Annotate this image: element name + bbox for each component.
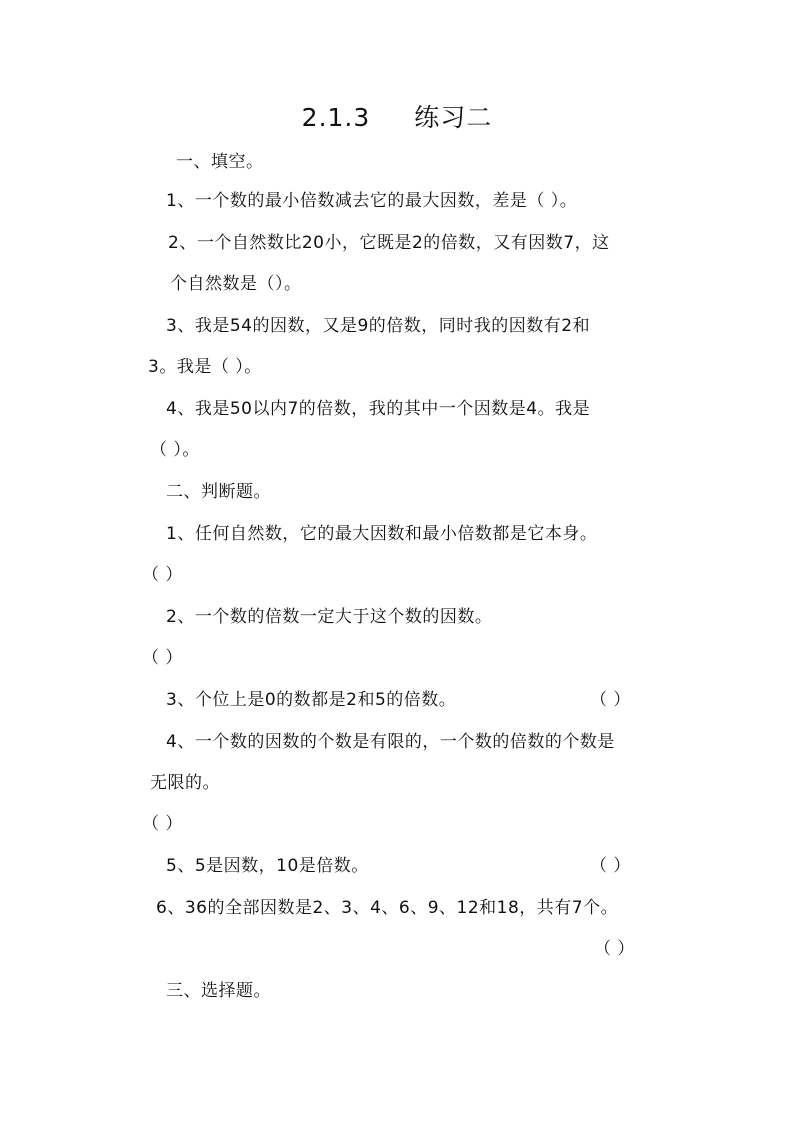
fill-blank-question-3-line-1: 3、我是54的因数，又是9的倍数，同时我的因数有2和	[166, 316, 591, 336]
judge-question-1: 1、任何自然数，它的最大因数和最小倍数都是它本身。	[166, 524, 598, 544]
page-title	[0, 102, 794, 134]
judge-question-1-answer: （ ）	[142, 565, 183, 585]
judge-question-3-answer: （ ）	[590, 690, 631, 710]
fill-blank-question-1: 1、一个数的最小倍数减去它的最大因数，差是（ ）。	[166, 191, 578, 211]
section-heading-choice: 三、选择题。	[166, 981, 271, 1001]
judge-question-4-line-2: 无限的。	[150, 773, 220, 793]
judge-question-5: 5、5是因数，10是倍数。	[166, 856, 369, 876]
fill-blank-question-2-line-1: 2、一个自然数比20小，它既是2的倍数，又有因数7，这	[168, 233, 610, 253]
title-number: 2.1.3	[301, 103, 371, 132]
judge-question-6-answer: （ ）	[594, 939, 635, 959]
judge-question-4-answer: （ ）	[142, 814, 183, 834]
judge-question-2: 2、一个数的倍数一定大于这个数的因数。	[166, 607, 493, 627]
judge-question-3: 3、个位上是0的数都是2和5的倍数。	[166, 690, 457, 710]
section-heading-fill-blank: 一、填空。	[176, 152, 264, 172]
section-heading-judge: 二、判断题。	[166, 482, 271, 502]
fill-blank-question-3-line-2: 3。我是（ ）。	[148, 357, 262, 377]
judge-question-6: 6、36的全部因数是2、3、4、6、9、12和18，共有7个。	[156, 898, 619, 918]
judge-question-5-answer: （ ）	[590, 856, 631, 876]
judge-question-4-line-1: 4、一个数的因数的个数是有限的，一个数的倍数的个数是	[166, 732, 615, 752]
judge-question-2-answer: （ ）	[142, 648, 183, 668]
fill-blank-question-4-line-2: （ ）。	[150, 440, 200, 460]
fill-blank-question-4-line-1: 4、我是50以内7的倍数，我的其中一个因数是4。我是	[166, 399, 591, 419]
fill-blank-question-2-line-2: 个自然数是（）。	[170, 274, 302, 294]
title-text: 练习二	[414, 103, 493, 132]
